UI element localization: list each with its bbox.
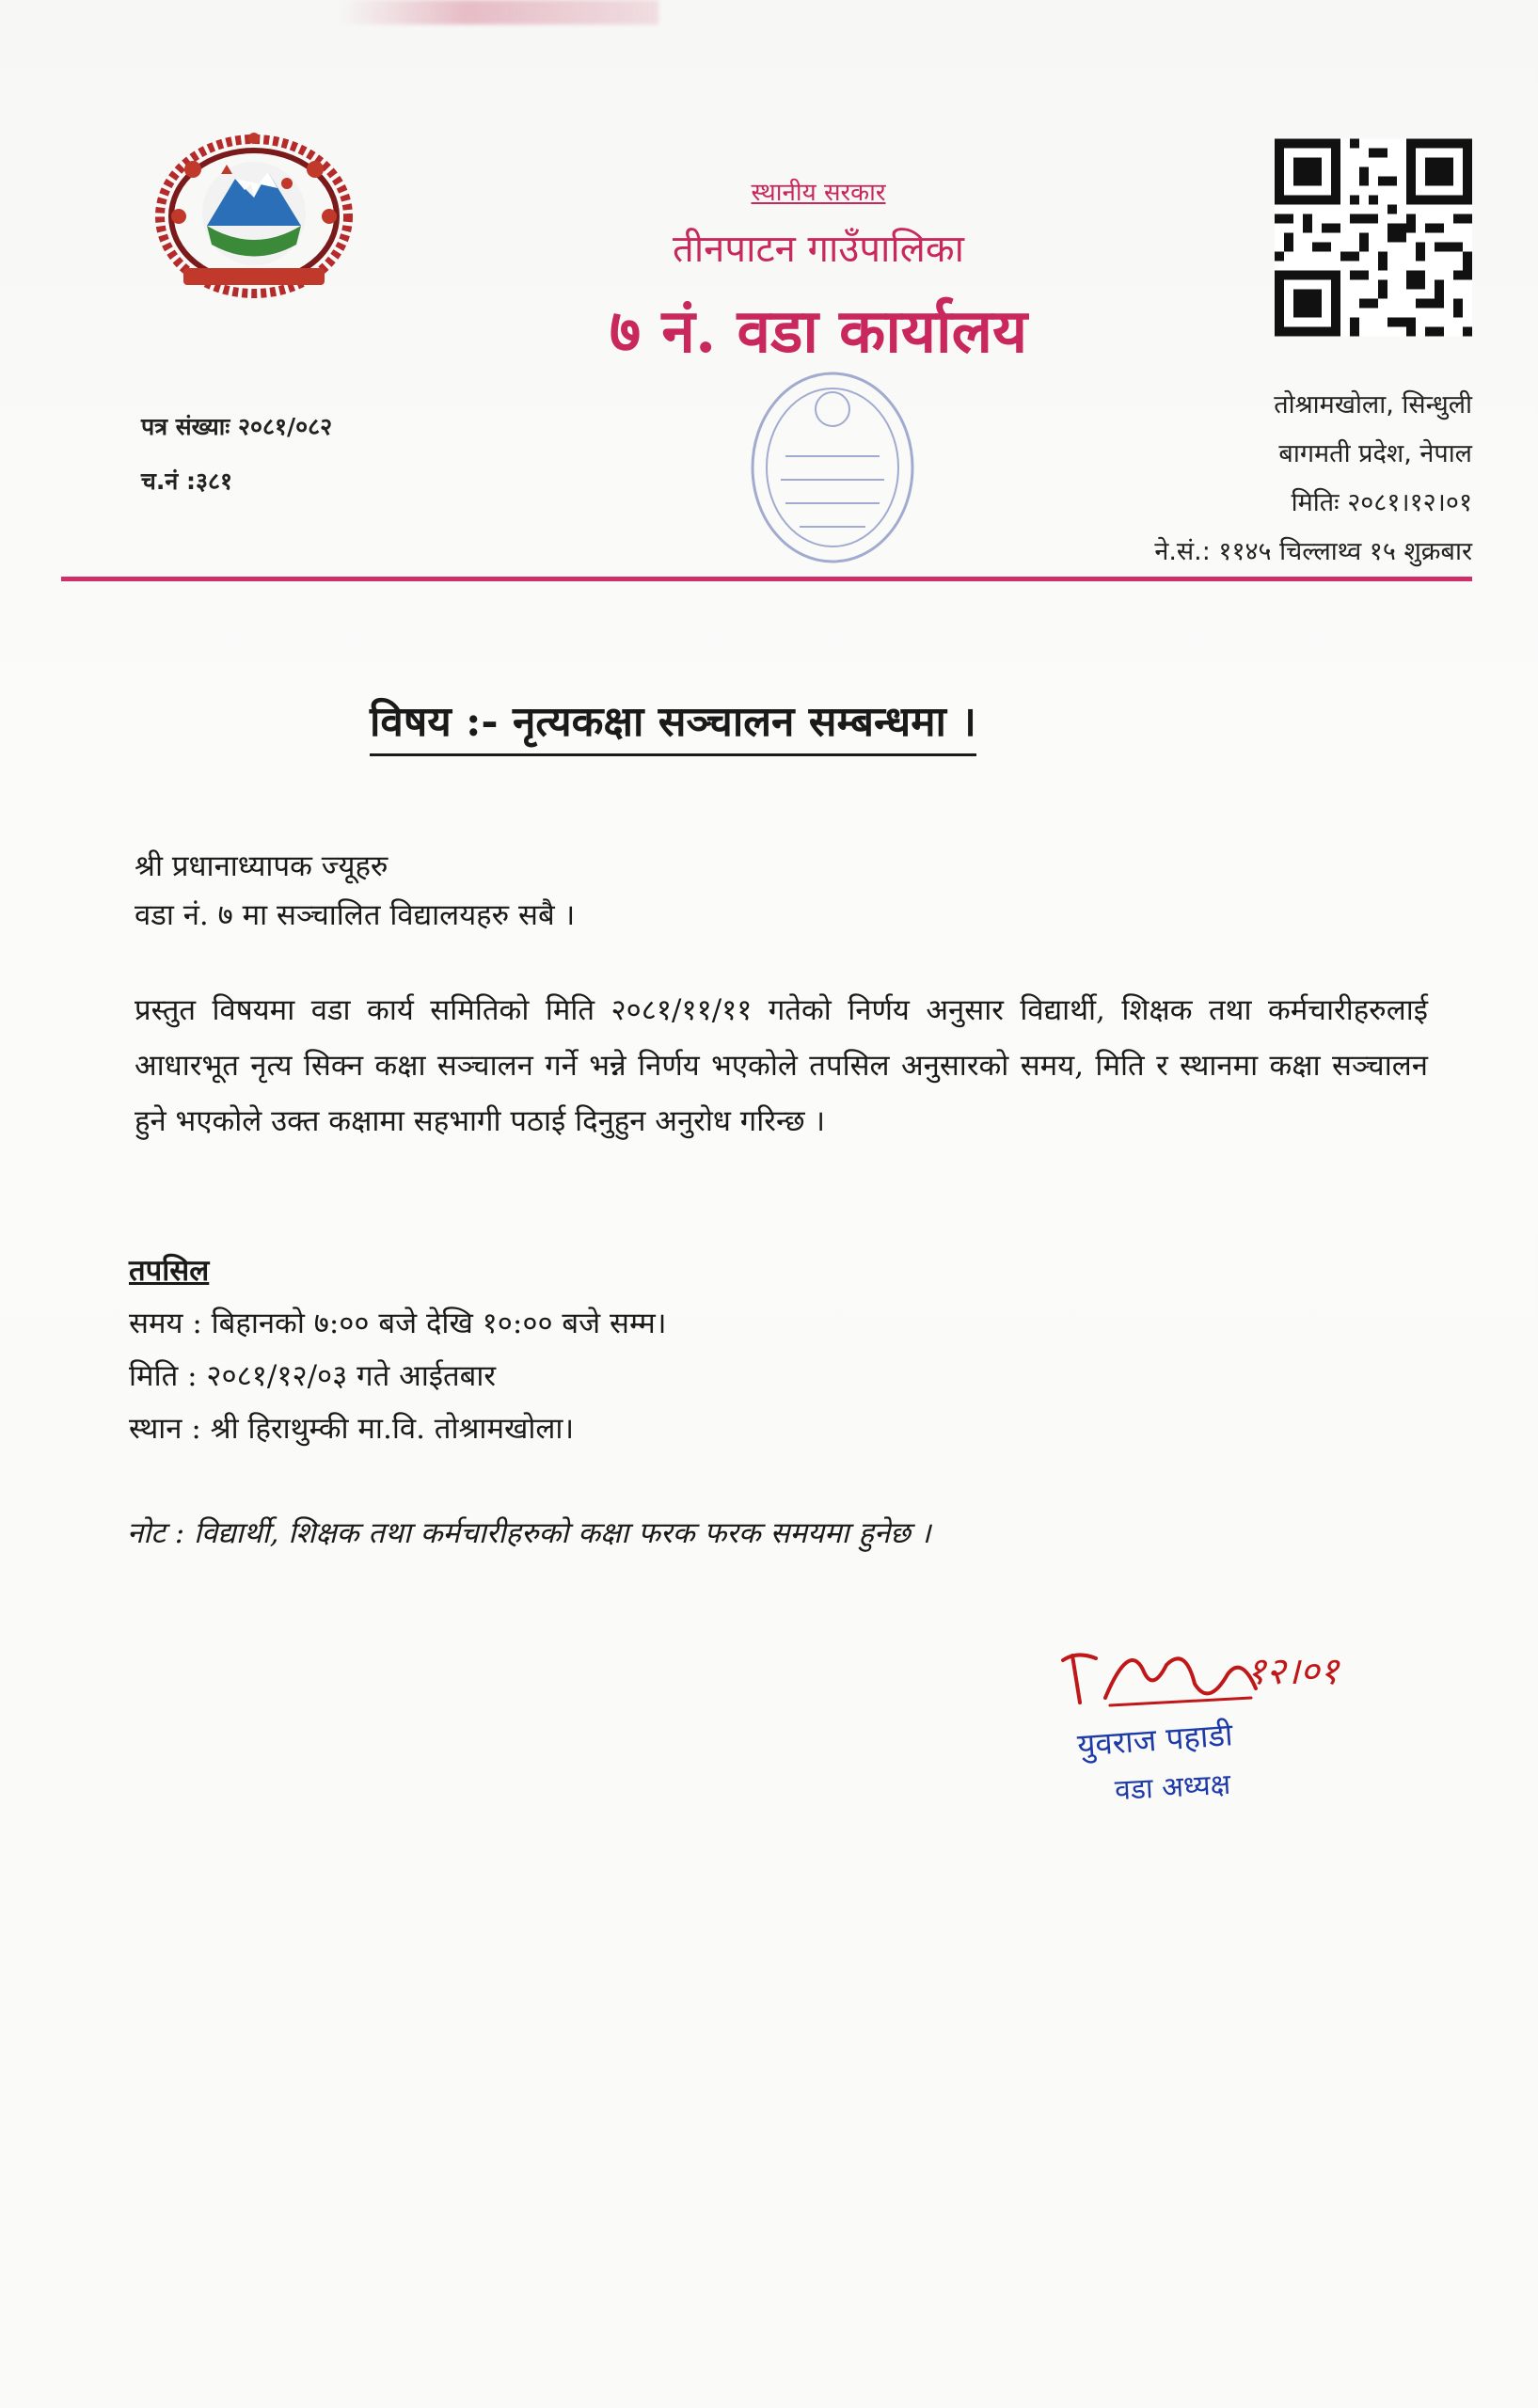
handwritten-date: १२।०१: [1246, 1650, 1340, 1693]
addressee-block: [135, 842, 575, 940]
header-divider: [61, 577, 1472, 581]
letter-number: पत्र संख्याः २०८१/०८२: [141, 413, 333, 440]
schedule-time: समय : बिहानको ७:०० बजे देखि १०:०० बजे सम्म।: [129, 1307, 667, 1340]
top-ink-smudge: [339, 0, 658, 24]
office-name: ७ नं. वडा कार्यालय: [609, 296, 1028, 367]
signatory-title: वडा अध्यक्ष: [1114, 1767, 1232, 1808]
address-line-1: तोश्रामखोला, सिन्धुली: [1274, 390, 1472, 420]
letterhead: [527, 174, 1110, 370]
municipality-name: तीनपाटन गाउँपालिका: [673, 228, 964, 271]
schedule-date: मिति : २०८१/१२/०३ गते आईतबार: [129, 1359, 497, 1393]
qr-code-icon: [1275, 136, 1472, 339]
address-line-2: बागमती प्रदेश, नेपाल: [1278, 439, 1472, 468]
reference-block: [141, 400, 332, 509]
address-block: [1154, 381, 1472, 577]
addressee-line-2: वडा नं. ७ मा सञ्चालित विद्यालयहरु सबै ।: [135, 898, 576, 932]
schedule-heading: तपसिल: [129, 1254, 210, 1288]
schedule-block: [129, 1244, 667, 1455]
letter-date: मितिः २०८१।१२।०१: [1291, 488, 1472, 517]
note-line: नोट : विद्यार्थी, शिक्षक तथा कर्मचारीहरुको कक्षा फरक फरक समयमा हुनेछ ।: [127, 1516, 931, 1550]
office-stamp-icon: [743, 367, 922, 569]
gov-label: स्थानीय सरकार: [751, 179, 886, 207]
dispatch-number: च.नं :३८१: [141, 467, 232, 495]
signatory-name: युवराज पहाडी: [1075, 1716, 1234, 1764]
body-paragraph: प्रस्तुत विषयमा वडा कार्य समितिको मिति २०८१/११/११ गतेको निर्णय अनुसार विद्यार्थी, शिक्षक तथा कर्मचारीहरुलाई आधारभूत नृत्य सिक्न कक्षा सञ्चालन गर्ने भन्ने निर्णय भएकोले तपसिल अनुसारको समय, मिति र स्थानमा कक्षा सञ्चालन हुने भएकोले उक्त कक्षामा सहभागी पठाई दिनुहुन अनुरोध गरिन्छ ।: [135, 993, 1428, 1138]
addressee-line-1: श्री प्रधानाध्यापक ज्यूहरु: [135, 849, 388, 883]
subject-line: विषय :- नृत्यकक्षा सञ्चालन सम्बन्धमा ।: [370, 691, 976, 756]
nepal-emblem-icon: [146, 127, 362, 306]
nepal-sambat-date: ने.सं.: ११४५ चिल्लाथ्व १५ शुक्रबार: [1154, 537, 1472, 566]
schedule-place: स्थान : श्री हिराथुम्की मा.वि. तोश्रामखोला।: [129, 1412, 575, 1446]
